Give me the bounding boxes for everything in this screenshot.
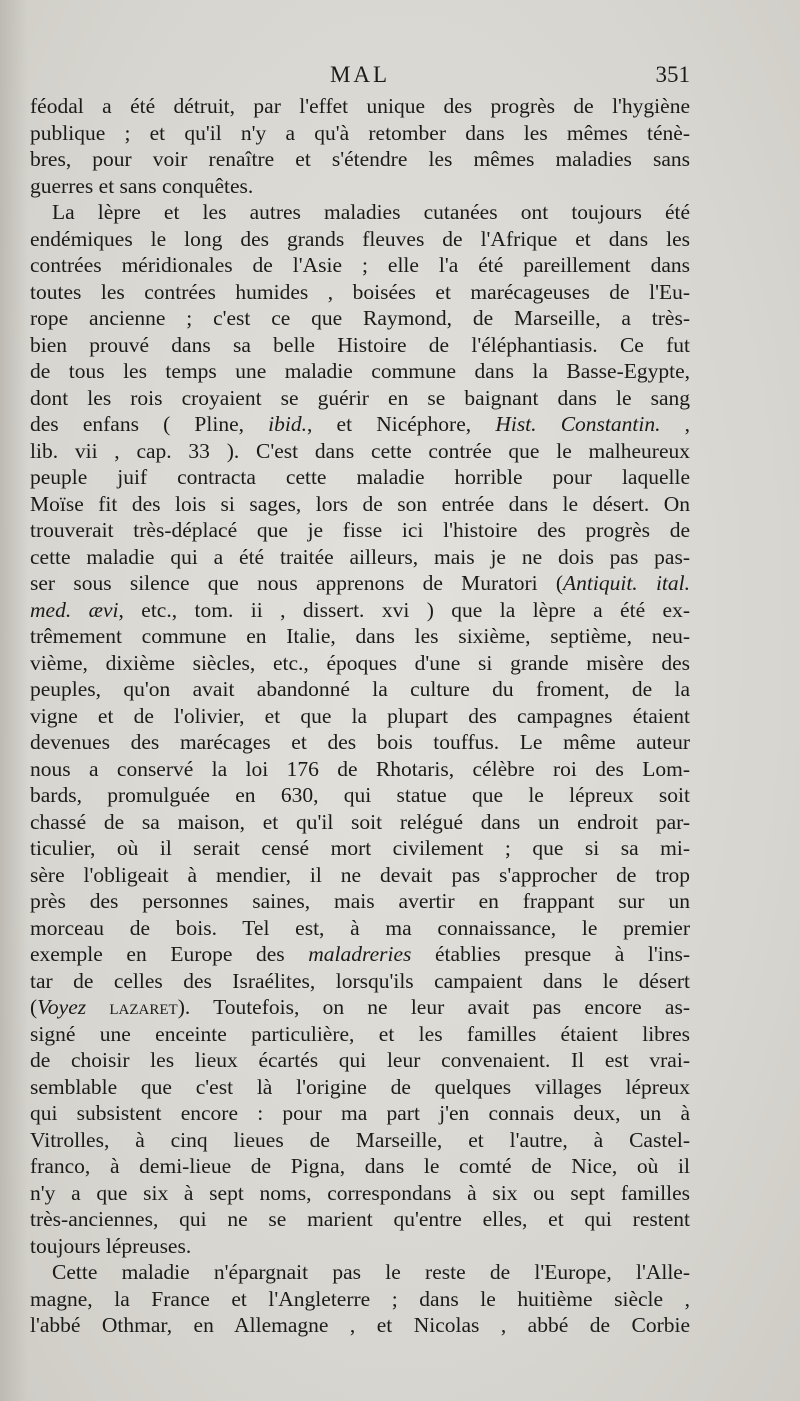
running-head bbox=[30, 62, 690, 92]
text-line: devenues des marécages et des bois touffus. Le même auteur bbox=[30, 730, 690, 754]
body-text bbox=[30, 93, 690, 1339]
text-line: signé une enceinte particulière, et les familles étaient libres bbox=[30, 1021, 690, 1046]
text-line: toujours lépreuses. bbox=[30, 1233, 192, 1258]
text-line: très-anciennes, qui ne se marient qu'entre elles, et qui restent bbox=[30, 1207, 690, 1231]
text-line: cette maladie qui a été traitée ailleurs, mais je ne dois pas pas- bbox=[30, 544, 690, 569]
text-line: dont les rois croyaient se guérir en se baignant dans le sang bbox=[30, 385, 690, 410]
text-segment: des enfans ( Pline, bbox=[30, 412, 269, 436]
text-line: morceau de bois. Tel est, à ma connaissance, le premier bbox=[30, 915, 690, 940]
text-line bbox=[30, 994, 690, 1021]
italic-term: maladreries bbox=[308, 942, 412, 966]
italic-citation: ibid. bbox=[268, 412, 307, 436]
text-line bbox=[30, 597, 690, 624]
text-line: n'y a que six à sept noms, correspondans à six ou sept familles bbox=[30, 1180, 690, 1205]
text-segment: exemple en Europe des bbox=[30, 942, 309, 966]
text-line: féodal a été détruit, par l'effet unique des progrès de l'hygiène bbox=[30, 94, 690, 118]
text-line: près des personnes saines, mais avertir en frappant sur un bbox=[30, 889, 690, 913]
text-line: vigne et de l'olivier, et que la plupart des campagnes étaient bbox=[30, 703, 690, 728]
italic-citation: med. ævi bbox=[30, 597, 119, 622]
text-segment: , et Nicéphore, bbox=[307, 412, 496, 436]
italic-citation: Antiquit. ital. bbox=[563, 571, 690, 595]
text-line: bien prouvé dans sa belle Histoire de l'éléphantiasis. Ce fut bbox=[30, 332, 690, 357]
text-line: bards, promulguée en 630, qui statue que le lépreux soit bbox=[30, 783, 690, 807]
text-line: de tous les temps une maladie commune dans la Basse-Egypte, bbox=[30, 359, 690, 383]
text-line: bres, pour voir renaître et s'étendre les mêmes maladies sans bbox=[30, 147, 690, 171]
text-segment: , bbox=[660, 412, 690, 436]
text-line: l'abbé Othmar, en Allemagne , et Nicolas , abbé de Corbie bbox=[30, 1313, 690, 1337]
italic-citation: Hist. Constantin. bbox=[495, 412, 661, 436]
text-line: toutes les contrées humides , boisées et marécageuses de l'Eu- bbox=[30, 279, 690, 304]
text-line: lib. vii , cap. 33 ). C'est dans cette contrée que le malheureux bbox=[30, 438, 690, 463]
spine-shadow bbox=[0, 0, 28, 1401]
text-line: rope ancienne ; c'est ce que Raymond, de Marseille, a très- bbox=[30, 306, 690, 330]
text-line: La lèpre et les autres maladies cutanées ont toujours été bbox=[52, 200, 690, 224]
text-segment: ( bbox=[30, 995, 38, 1019]
cross-reference: lazaret bbox=[109, 995, 178, 1019]
text-line: de choisir les lieux écartés qui leur convenaient. Il est vrai- bbox=[30, 1048, 690, 1072]
text-line: sère l'obligeait à mendier, il ne devait pas s'approcher de trop bbox=[30, 862, 690, 887]
text-line: trêmement commune en Italie, dans les sixième, septième, neu- bbox=[30, 624, 690, 648]
running-head-title: MAL bbox=[329, 62, 391, 87]
text-line: tar de celles des Israélites, lorsqu'ils campaient dans le désert bbox=[30, 968, 690, 993]
text-line: chassé de sa maison, et qu'il soit relégué dans un endroit par- bbox=[30, 809, 690, 834]
text-line bbox=[30, 941, 690, 968]
text-line bbox=[30, 411, 690, 438]
text-line: publique ; et qu'il n'y a qu'à retomber dans les mêmes ténè- bbox=[30, 120, 690, 145]
text-line: magne, la France et l'Angleterre ; dans le huitième siècle , bbox=[30, 1286, 690, 1311]
text-line: peuples, qu'on avait abandonné la culture du froment, de la bbox=[30, 677, 690, 701]
text-line: Vitrolles, à cinq lieues de Marseille, et l'autre, à Castel- bbox=[30, 1127, 690, 1152]
text-segment: ). Toutefois, on ne leur avait pas encore as- bbox=[177, 995, 690, 1019]
text-line: Cette maladie n'épargnait pas le reste de l'Europe, l'Alle- bbox=[52, 1260, 690, 1284]
text-line: Moïse fit des lois si sages, lors de son entrée dans le désert. On bbox=[30, 491, 690, 516]
text-line: nous a conservé la loi 176 de Rhotaris, célèbre roi des Lom- bbox=[30, 756, 690, 781]
page-number: 351 bbox=[655, 62, 690, 87]
text-segment: , etc., tom. ii , dissert. xvi ) que la lèpre a été ex- bbox=[118, 597, 690, 622]
text-line: ticulier, où il serait censé mort civilement ; que si sa mi- bbox=[30, 836, 690, 860]
text-line: contrées méridionales de l'Asie ; elle l'a été pareillement dans bbox=[30, 253, 690, 277]
text-line: semblable que c'est là l'origine de quelques villages lépreux bbox=[30, 1074, 690, 1099]
text-line: vième, dixième siècles, etc., époques d'une si grande misère des bbox=[30, 650, 690, 675]
text-line: trouverait très-déplacé que je fisse ici l'histoire des progrès de bbox=[30, 518, 690, 542]
text-segment: ser sous silence que nous apprenons de Muratori ( bbox=[30, 571, 564, 595]
text-line bbox=[30, 570, 690, 597]
italic-reference: Voyez bbox=[37, 995, 87, 1019]
text-segment: établies presque à l'ins- bbox=[411, 942, 690, 966]
text-line: endémiques le long des grands fleuves de l'Afrique et dans les bbox=[30, 226, 690, 251]
text-line: franco, à demi-lieue de Pigna, dans le comté de Nice, où il bbox=[30, 1154, 690, 1178]
text-line: peuple juif contracta cette maladie horrible pour laquelle bbox=[30, 465, 690, 489]
text-line: qui subsistent encore : pour ma part j'en connais deux, un à bbox=[30, 1101, 690, 1125]
text-line: guerres et sans conquêtes. bbox=[30, 173, 254, 198]
